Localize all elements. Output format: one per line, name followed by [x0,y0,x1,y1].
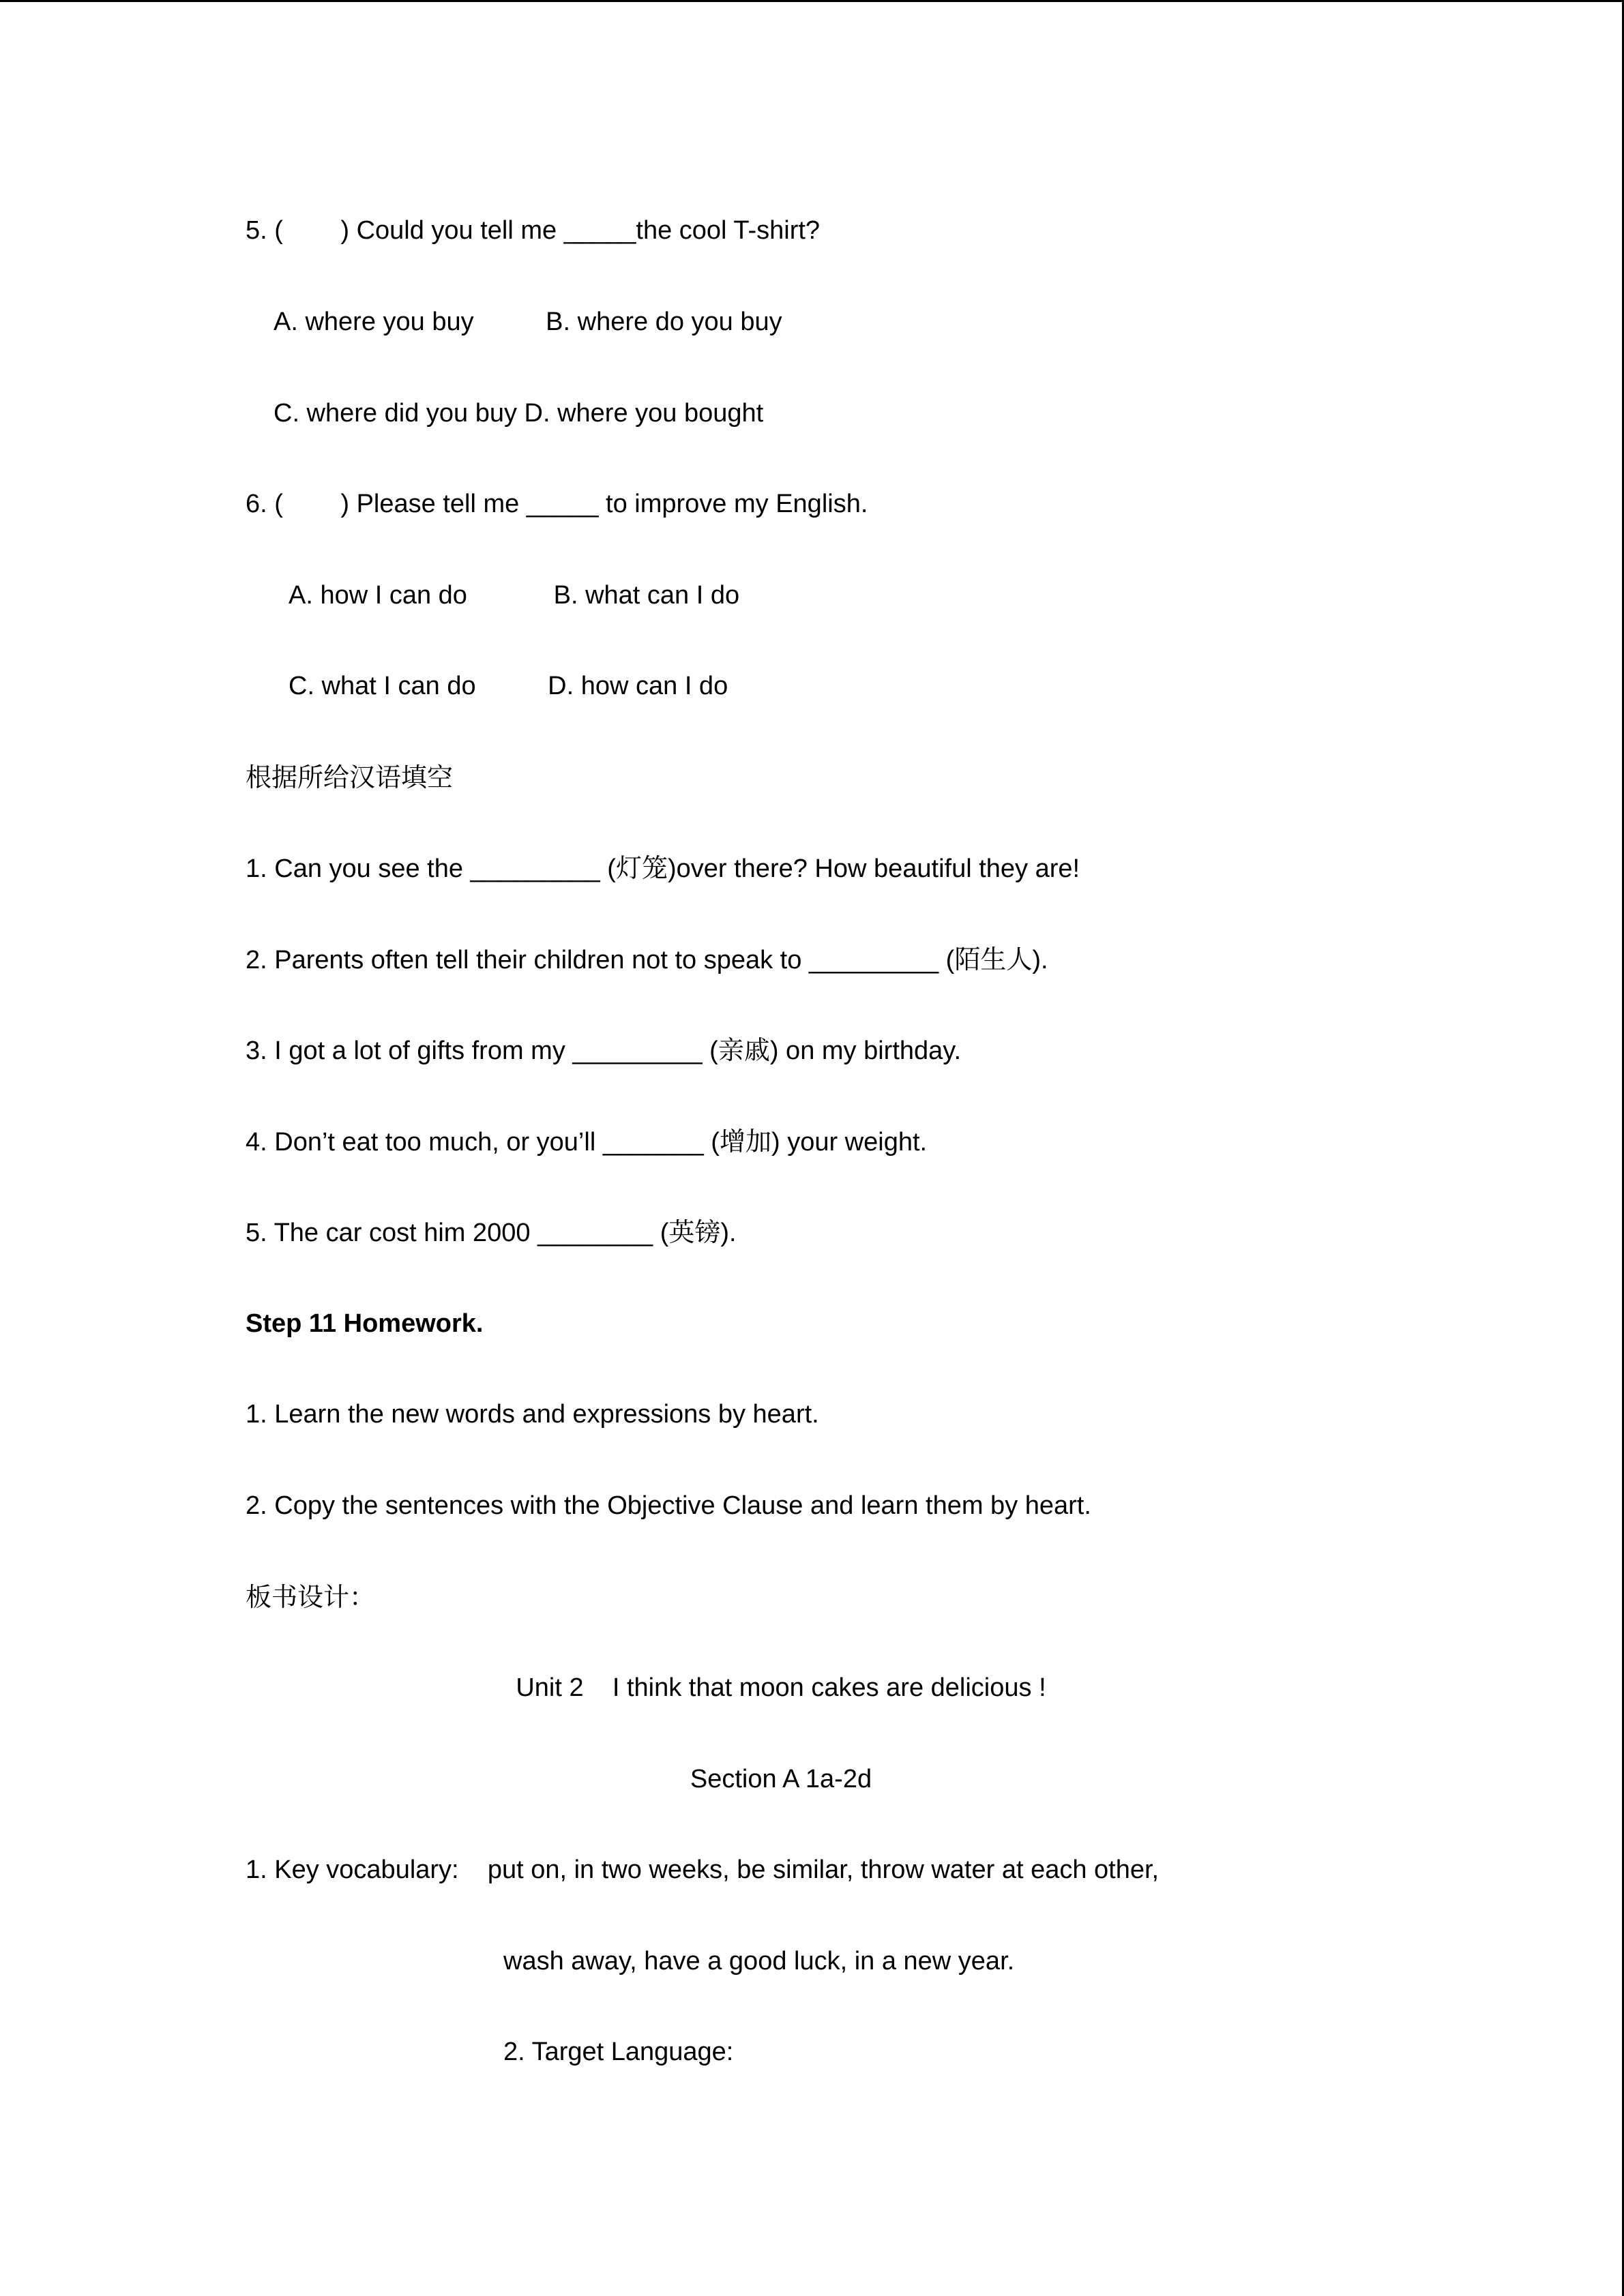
fill-in-item-5-after: ). [720,1219,737,1247]
fill-in-item-1-after: )over there? How beautiful they are! [667,854,1080,883]
fill-in-item-1-hint: 灯笼 [615,853,668,883]
question-5-options-ab: A. where you buy B. where do you buy [274,308,782,336]
fill-in-item-2 [246,943,1048,976]
question-6-options-cd: C. what I can do D. how can I do [289,672,728,700]
key-vocabulary-line-2: wash away, have a good luck, in a new year. [503,1947,1015,1976]
fill-in-item-2-before: 2. Parents often tell their children not to speak to _________ ( [246,946,955,974]
fill-in-item-3 [246,1034,961,1067]
fill-in-item-5-hint: 英镑 [668,1217,721,1247]
fill-in-item-3-hint: 亲戚 [718,1035,770,1065]
homework-item-1: 1. Learn the new words and expressions by heart. [246,1400,819,1429]
fill-in-item-5-before: 5. The car cost him 2000 ________ ( [246,1219,669,1247]
fill-in-item-1 [246,852,1080,885]
key-vocabulary-line-1: 1. Key vocabulary: put on, in two weeks, be similar, throw water at each other, [246,1855,1160,1884]
homework-heading: Step 11 Homework. [246,1309,484,1338]
question-5-options-cd: C. where did you buy D. where you bought [274,399,764,428]
fill-in-item-3-after: ) on my birthday. [769,1037,962,1065]
fill-in-item-4-after: ) your weight. [771,1128,928,1157]
fill-in-item-1-before: 1. Can you see the _________ ( [246,854,616,883]
fill-in-item-2-hint: 陌生人 [954,944,1033,974]
question-5-stem: 5. ( ) Could you tell me _____the cool T-shirt? [246,216,821,245]
fill-in-item-3-before: 3. I got a lot of gifts from my _________ ( [246,1037,718,1065]
target-language-label: 2. Target Language: [503,2038,734,2066]
fill-in-item-4-before: 4. Don’t eat too much, or you’ll _______ ( [246,1128,720,1157]
fill-in-item-4 [246,1125,927,1159]
question-6-stem: 6. ( ) Please tell me _____ to improve my English. [246,490,868,518]
homework-item-2: 2. Copy the sentences with the Objective Clause and learn them by heart. [246,1491,1091,1520]
fill-in-heading: 根据所给汉语填空 [246,762,454,792]
fill-in-item-5 [246,1216,737,1249]
question-6-options-ab: A. how I can do B. what can I do [289,581,740,610]
fill-in-item-4-hint: 增加 [719,1127,771,1157]
board-design-heading: 板书设计： [246,1582,376,1612]
fill-in-item-2-after: ). [1032,946,1048,974]
unit-title: Unit 2 I think that moon cakes are delicious ! [516,1673,1046,1702]
section-title: Section A 1a-2d [690,1765,872,1793]
